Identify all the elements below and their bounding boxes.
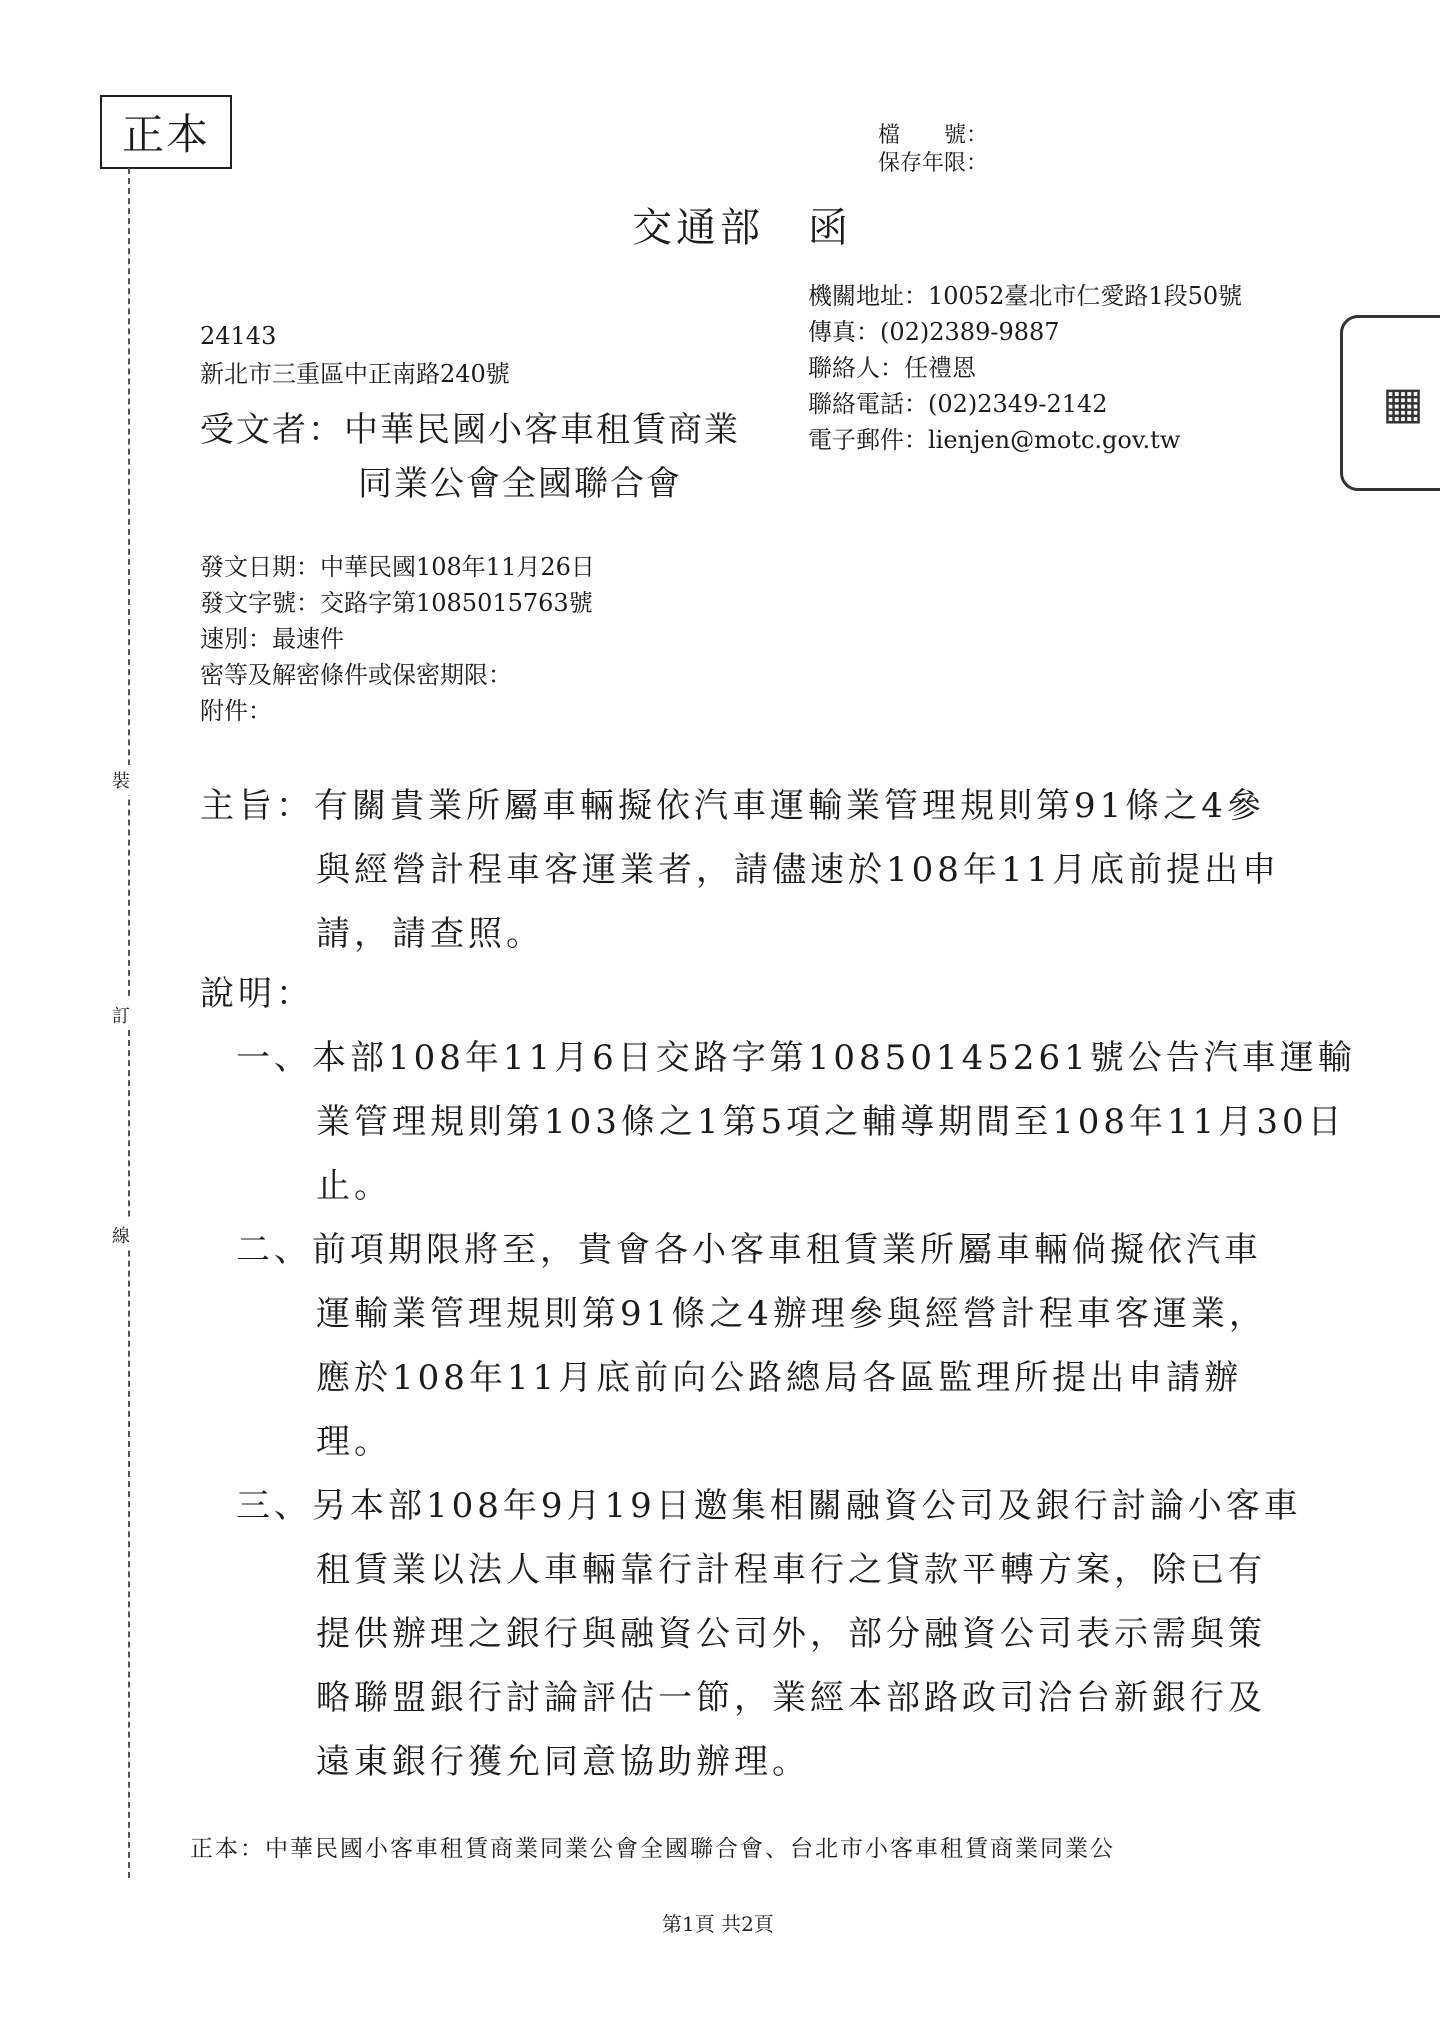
copy-mark: 正本: [100, 95, 232, 169]
document-reference-number: 發文字號：交路字第1085015763號: [200, 589, 593, 617]
explanation-item-1-line-1: 一、本部108年11月6日交路字第10850145261號公告汽車運輸: [236, 1038, 1356, 1078]
recipient-postal-code: 24143: [200, 322, 277, 350]
explanation-heading: 說明：: [200, 974, 314, 1014]
explanation-item-1-line-2: 業管理規則第103條之1第5項之輔導期間至108年11月30日: [316, 1102, 1346, 1142]
explanation-item-2-line-4: 理。: [316, 1422, 392, 1462]
binding-mark-xian: 線: [112, 1220, 130, 1250]
document-title: 交通部 函: [632, 205, 852, 251]
issue-date: 發文日期：中華民國108年11月26日: [200, 553, 595, 581]
explanation-item-3-line-3: 提供辦理之銀行與融資公司外，部分融資公司表示需與策: [316, 1614, 1266, 1654]
delivery-speed: 速別：最速件: [200, 625, 344, 653]
explanation-item-3-line-4: 略聯盟銀行討論評估一節，業經本部路政司洽台新銀行及: [316, 1678, 1266, 1718]
secrecy-level: 密等及解密條件或保密期限：: [200, 661, 512, 689]
file-number-label: 檔 號：: [878, 123, 989, 148]
subject-line-3: 請，請查照。: [316, 914, 544, 954]
recipient-line-1: 受文者：中華民國小客車租賃商業: [200, 410, 740, 450]
explanation-item-2-line-3: 應於108年11月底前向公路總局各區監理所提出申請辦: [316, 1358, 1243, 1398]
official-seal: [1340, 315, 1440, 491]
explanation-item-1-line-3: 止。: [316, 1166, 392, 1206]
distribution-list: 正本：中華民國小客車租賃商業同業公會全國聯合會、台北市小客車租賃商業同業公: [190, 1836, 1115, 1862]
seal-glyph: ▦: [1377, 377, 1429, 429]
explanation-item-3-line-1: 三、另本部108年9月19日邀集相關融資公司及銀行討論小客車: [236, 1486, 1302, 1526]
explanation-item-2-line-2: 運輸業管理規則第91條之4辦理參與經營計程車客運業，: [316, 1294, 1267, 1334]
page-number: 第1頁 共2頁: [662, 1912, 774, 1936]
recipient-address: 新北市三重區中正南路240號: [200, 360, 510, 388]
contact-email: 電子郵件：lienjen@motc.gov.tw: [808, 426, 1181, 454]
subject-line-2: 與經營計程車客運業者，請儘速於108年11月底前提出申: [316, 850, 1281, 890]
agency-address: 機關地址：10052臺北市仁愛路1段50號: [808, 282, 1243, 310]
contact-person: 聯絡人：任禮恩: [808, 354, 976, 382]
binding-mark-ding: 訂: [112, 1000, 130, 1030]
explanation-item-3-line-2: 租賃業以法人車輛靠行計程車行之貸款平轉方案，除已有: [316, 1550, 1266, 1590]
contact-phone: 聯絡電話：(02)2349-2142: [808, 390, 1108, 418]
attachments: 附件：: [200, 697, 272, 725]
recipient-line-2: 同業公會全國聯合會: [358, 464, 682, 504]
subject-line-1: 主旨：有關貴業所屬車輛擬依汽車運輸業管理規則第91條之4參: [200, 786, 1265, 826]
agency-fax: 傳真：(02)2389-9887: [808, 318, 1060, 346]
retention-period-label: 保存年限：: [878, 151, 989, 176]
binding-mark-zhuang: 裝: [112, 765, 130, 795]
explanation-item-2-line-1: 二、前項期限將至，貴會各小客車租賃業所屬車輛倘擬依汽車: [236, 1230, 1262, 1270]
explanation-item-3-line-5: 遠東銀行獲允同意協助辦理。: [316, 1742, 810, 1782]
